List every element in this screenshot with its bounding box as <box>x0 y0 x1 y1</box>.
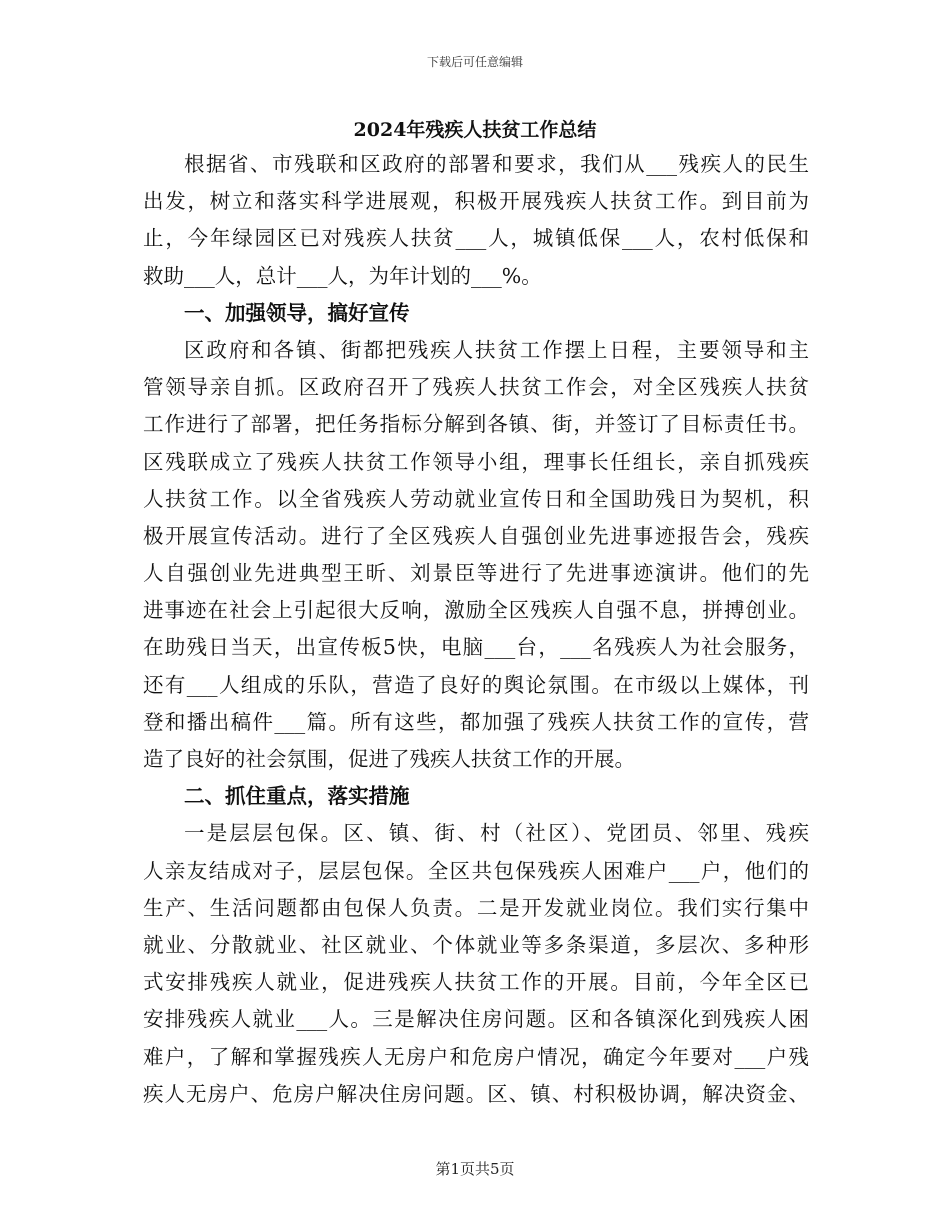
paragraph-line: 救助___人，总计___人，为年计划的___%。 <box>143 263 542 288</box>
paragraph-line: 人亲友结成对子，层层包保。全区共包保残疾人困难户___户，他们的 <box>143 858 809 883</box>
paragraph-line: 还有___人组成的乐队，营造了良好的舆论氛围。在市级以上媒体，刊 <box>143 672 809 697</box>
paragraph-line: 造了良好的社会氛围，促进了残疾人扶贫工作的开展。 <box>143 747 635 771</box>
paragraph-line: 人自强创业先进典型王昕、刘景臣等进行了先进事迹演讲。他们的先 <box>143 561 809 586</box>
paragraph-line: 极开展宣传活动。进行了全区残疾人自强创业先进事迹报告会，残疾 <box>143 523 809 548</box>
page-header-note: 下载后可任意编辑 <box>426 55 523 69</box>
document-title: 2024年残疾人扶贫工作总结 <box>353 119 597 141</box>
paragraph-line: 在助残日当天，出宣传板5快，电脑___台，___名残疾人为社会服务， <box>143 635 809 660</box>
paragraph-line: 一是层层包保。区、镇、街、村（社区）、党团员、邻里、残疾 <box>184 821 809 846</box>
paragraph-line: 进事迹在社会上引起很大反响，激励全区残疾人自强不息，拼搏创业。 <box>143 598 809 623</box>
paragraph-line: 式安排残疾人就业，促进残疾人扶贫工作的开展。目前，今年全区已 <box>143 970 809 995</box>
paragraph-line: 生产、生活问题都由包保人负责。二是开发就业岗位。我们实行集中 <box>143 895 809 920</box>
paragraph-line: 疾人无房户、危房户解决住房问题。区、镇、村积极协调，解决资金、 <box>143 1081 809 1106</box>
paragraph-line: 就业、分散就业、社区就业、个体就业等多条渠道，多层次、多种形 <box>143 932 809 957</box>
paragraph-line: 根据省、市残联和区政府的部署和要求，我们从___残疾人的民生 <box>184 152 809 176</box>
paragraph-line: 安排残疾人就业___人。三是解决住房问题。区和各镇深化到残疾人困 <box>143 1007 809 1032</box>
section-heading-2: 二、抓住重点，落实措施 <box>184 784 410 809</box>
paragraph-line: 止，今年绿园区已对残疾人扶贫___人，城镇低保___人，农村低保和 <box>143 226 809 251</box>
paragraph-line: 工作进行了部署，把任务指标分解到各镇、街，并签订了目标责任书。 <box>143 412 809 437</box>
paragraph-line: 难户，了解和掌握残疾人无房户和危房户情况，确定今年要对___户残 <box>143 1044 809 1069</box>
document-body <box>143 146 809 1113</box>
paragraph-line: 登和播出稿件___篇。所有这些，都加强了残疾人扶贫工作的宣传，营 <box>143 709 809 734</box>
section-heading-1: 一、加强领导，搞好宣传 <box>184 300 410 325</box>
paragraph-line: 管领导亲自抓。区政府召开了残疾人扶贫工作会，对全区残疾人扶贫 <box>143 375 809 400</box>
page-number: 第1页共5页 <box>435 1160 515 1178</box>
paragraph-line: 区政府和各镇、街都把残疾人扶贫工作摆上日程，主要领导和主 <box>184 337 809 362</box>
paragraph-line: 出发，树立和落实科学进展观，积极开展残疾人扶贫工作。到目前为 <box>143 189 809 214</box>
paragraph-line: 区残联成立了残疾人扶贫工作领导小组，理事长任组长，亲自抓残疾 <box>143 449 809 474</box>
paragraph-line: 人扶贫工作。以全省残疾人劳动就业宣传日和全国助残日为契机，积 <box>143 486 809 511</box>
